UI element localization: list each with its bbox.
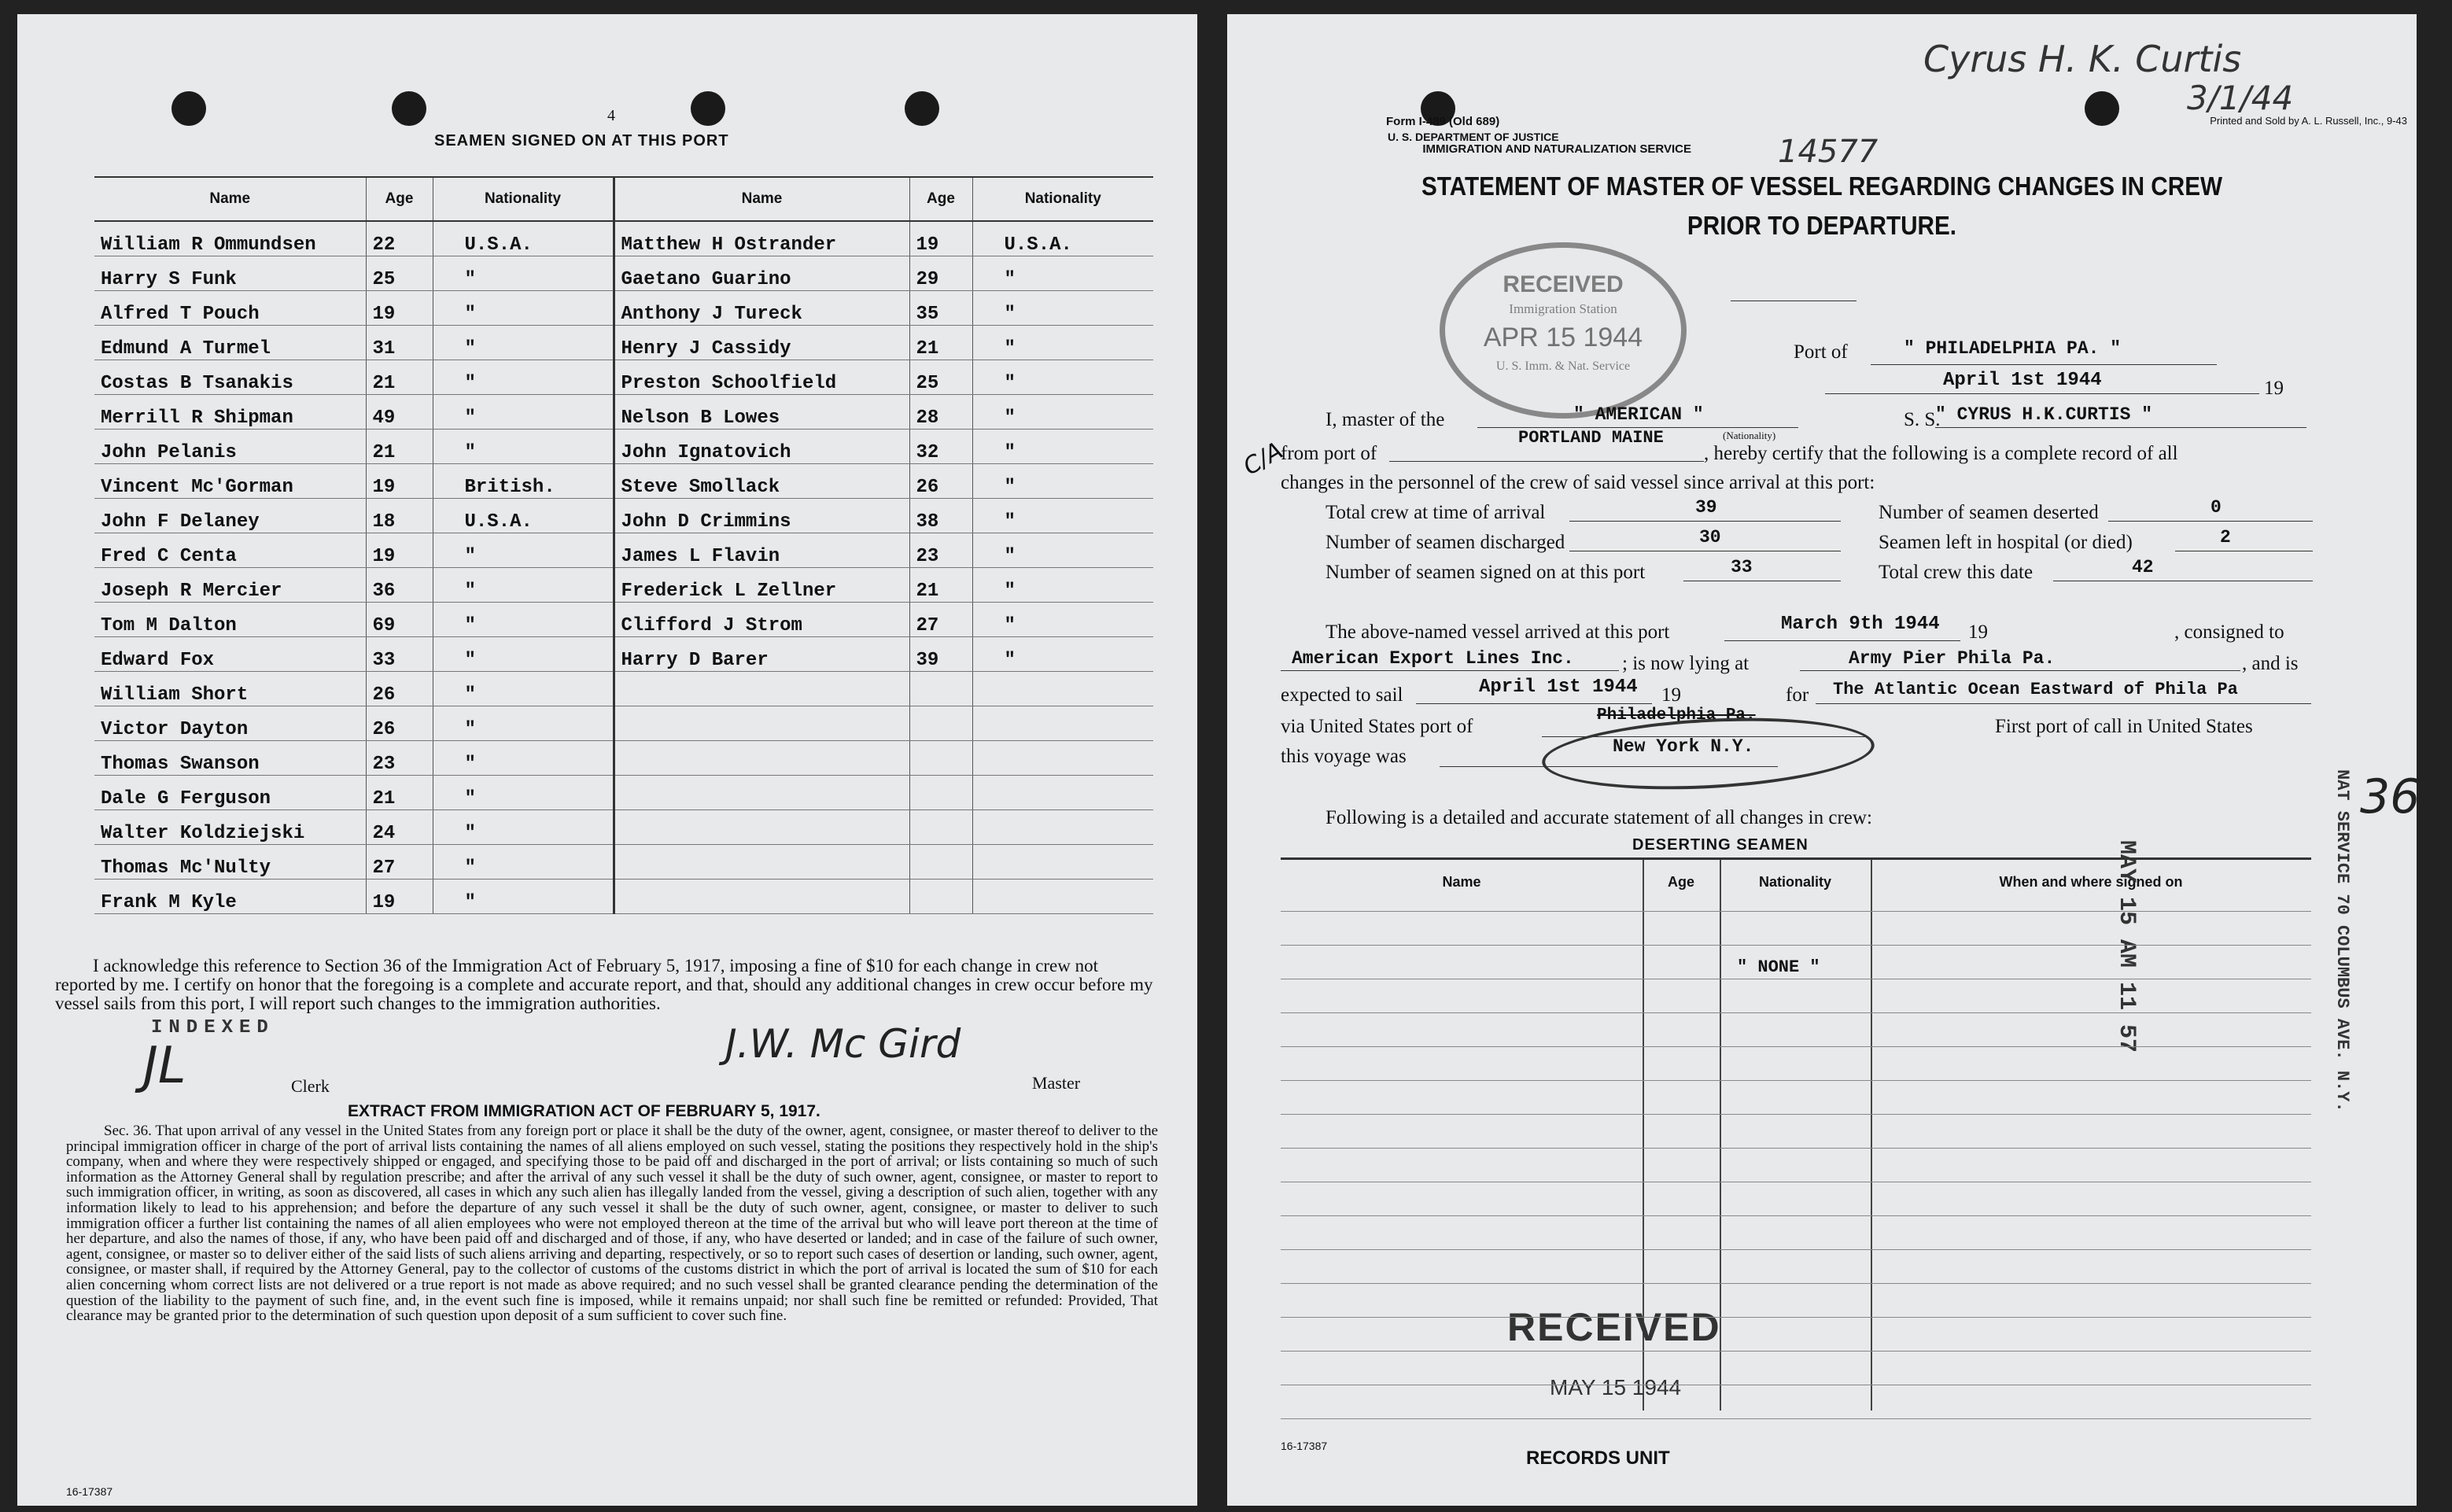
crew-name: Thomas Mc'Nulty (94, 845, 366, 880)
crew-nationality (972, 845, 1153, 880)
crew-name (614, 776, 909, 810)
received-date: MAY 15 1944 (1550, 1375, 1682, 1400)
deserted-label: Number of seamen deserted (1879, 502, 2099, 523)
crew-row (94, 464, 1153, 499)
crew-name (614, 880, 909, 914)
crew-age: 23 (366, 741, 433, 776)
master-label: Master (1032, 1073, 1081, 1093)
crew-name: Edward Fox (94, 637, 366, 672)
crew-nationality (972, 776, 1153, 810)
crew-age: 19 (366, 880, 433, 914)
records-unit: RECORDS UNIT (1526, 1447, 1670, 1469)
crew-name: James L Flavin (614, 533, 909, 568)
ss-value: " CYRUS H.K.CURTIS " (1935, 404, 2153, 425)
hospital-label: Seamen left in hospital (or died) (1879, 532, 2133, 553)
crew-age: 32 (909, 430, 972, 464)
crew-nationality: " (433, 568, 614, 603)
hospital-value: 2 (2220, 527, 2231, 548)
crew-nationality: " (972, 360, 1153, 395)
ruled-line (1281, 1351, 2311, 1352)
crew-age: 23 (909, 533, 972, 568)
crew-name: John F Delaney (94, 499, 366, 533)
crew-nationality: U.S.A. (972, 221, 1153, 256)
header-nationality: Nationality (972, 177, 1153, 221)
extract-title: EXTRACT FROM IMMIGRATION ACT OF FEBRUARY 5, 1917. (348, 1102, 820, 1120)
margin-mark: C/A (1238, 437, 1288, 481)
crew-age: 69 (366, 603, 433, 637)
crew-row (94, 845, 1153, 880)
crew-name: Fred C Centa (94, 533, 366, 568)
crew-name: Frederick L Zellner (614, 568, 909, 603)
crew-nationality: " (433, 776, 614, 810)
header-age: Age (909, 177, 972, 221)
header-name: Name (94, 177, 366, 221)
crew-age: 24 (366, 810, 433, 845)
crew-name: John Pelanis (94, 430, 366, 464)
crew-nationality: " (433, 845, 614, 880)
crew-name: Henry J Cassidy (614, 326, 909, 360)
crew-age: 21 (366, 430, 433, 464)
crew-name: Walter Koldziejski (94, 810, 366, 845)
crew-nationality: " (972, 326, 1153, 360)
crew-nationality: British. (433, 464, 614, 499)
following-text: Following is a detailed and accurate statement of all changes in crew: (1326, 807, 1872, 828)
header-nationality: Nationality (433, 177, 614, 221)
crew-row (94, 810, 1153, 845)
from-port-value: PORTLAND MAINE (1518, 428, 1664, 448)
crew-age: 18 (366, 499, 433, 533)
crew-nationality: " (972, 603, 1153, 637)
crew-row (94, 533, 1153, 568)
handwritten-number: 14577 (1778, 134, 1879, 170)
crew-age: 21 (909, 568, 972, 603)
desert-entry-none: " NONE " (1737, 957, 1820, 977)
crew-nationality: " (972, 637, 1153, 672)
ruled-line (1281, 945, 2311, 946)
ruled-line (1281, 1012, 2311, 1013)
crew-name: Dale G Ferguson (94, 776, 366, 810)
master-of-the-label: I, master of the (1326, 409, 1445, 430)
crew-nationality: " (972, 568, 1153, 603)
ruled-line (1281, 1215, 2311, 1216)
crew-age (909, 672, 972, 706)
crew-name: Harry D Barer (614, 637, 909, 672)
crew-age: 26 (909, 464, 972, 499)
crew-row (94, 637, 1153, 672)
crew-nationality: " (433, 326, 614, 360)
crew-name: Gaetano Guarino (614, 256, 909, 291)
desert-header-when: When and where signed on (1999, 874, 2183, 890)
crew-nationality: " (972, 430, 1153, 464)
ss-label: S. S. (1904, 409, 1941, 430)
expected-value: April 1st 1944 (1479, 677, 1638, 698)
desert-header-name: Name (1442, 874, 1481, 890)
crew-name: Vincent Mc'Gorman (94, 464, 366, 499)
handwritten-date-note: 3/1/44 (2187, 79, 2294, 117)
lying-label: ; is now lying at (1622, 653, 1750, 674)
crew-name: Steve Smollack (614, 464, 909, 499)
crew-nationality: " (433, 360, 614, 395)
crew-age: 38 (909, 499, 972, 533)
crew-nationality (972, 706, 1153, 741)
punch-hole (171, 91, 206, 126)
crew-name: Frank M Kyle (94, 880, 366, 914)
consigned-label: , consigned to (2174, 621, 2284, 643)
crew-age: 19 (366, 533, 433, 568)
clerk-label: Clerk (291, 1076, 330, 1096)
and-is-label: , and is (2242, 653, 2299, 674)
crew-row (94, 499, 1153, 533)
crew-row (94, 741, 1153, 776)
form-code: 16-17387 (66, 1485, 113, 1498)
crew-age (909, 880, 972, 914)
first-port-label: First port of call in United States (1995, 716, 2253, 737)
year-suffix-3: 19 (1661, 684, 1681, 706)
header-name: Name (614, 177, 909, 221)
crew-age: 26 (366, 672, 433, 706)
expected-label: expected to sail (1281, 684, 1403, 706)
discharged-label: Number of seamen discharged (1326, 532, 1565, 553)
crew-nationality: " (972, 256, 1153, 291)
for-label: for (1786, 684, 1809, 706)
crew-age: 27 (909, 603, 972, 637)
port-value: " PHILADELPHIA PA. " (1904, 338, 2122, 359)
crew-age: 25 (909, 360, 972, 395)
crew-nationality: " (433, 637, 614, 672)
crew-name: William Short (94, 672, 366, 706)
signed-on-label: Number of seamen signed on at this port (1326, 562, 1646, 583)
file-note: 36A (2360, 769, 2452, 824)
crew-name: Edmund A Turmel (94, 326, 366, 360)
seamen-signed-title: SEAMEN SIGNED ON AT THIS PORT (434, 132, 729, 149)
arrived-label: The above-named vessel arrived at this port (1326, 621, 1670, 643)
side-service-stamp: NAT SERVICE 70 COLUMBUS AVE. N.Y. (2332, 769, 2352, 1112)
crew-row (94, 360, 1153, 395)
crew-nationality: " (433, 256, 614, 291)
deserting-title: DESERTING SEAMEN (1632, 836, 1809, 854)
crew-age: 31 (366, 326, 433, 360)
crew-nationality: " (433, 880, 614, 914)
crew-nationality: " (972, 499, 1153, 533)
crew-name (614, 810, 909, 845)
form-code-right: 16-17387 (1281, 1440, 1328, 1452)
signed-on-value: 33 (1731, 557, 1753, 577)
department: U. S. DEPARTMENT OF JUSTICE (1388, 131, 1559, 143)
form-number: Form I-489 (Old 689) (1386, 115, 1500, 128)
crew-row (94, 568, 1153, 603)
via-value-struck: Philadelphia Pa. (1597, 706, 1756, 725)
master-signature: J.W. Mc Gird (725, 1021, 961, 1067)
consignee-value: American Export Lines Inc. (1292, 648, 1574, 669)
crew-name: Clifford J Strom (614, 603, 909, 637)
printer-line: Printed and Sold by A. L. Russell, Inc., 9-43 (2210, 115, 2407, 127)
total-arrival-value: 39 (1695, 497, 1717, 518)
crew-age: 39 (909, 637, 972, 672)
crew-nationality: " (433, 291, 614, 326)
crew-age: 19 (909, 221, 972, 256)
nationality-value: " AMERICAN " (1573, 404, 1704, 425)
crew-name (614, 741, 909, 776)
side-date-stamp: MAY 15 AM 11 57 (2113, 840, 2140, 1053)
year-suffix: 19 (2264, 378, 2284, 399)
crew-name (614, 672, 909, 706)
nationality-hint: (Nationality) (1723, 430, 1776, 441)
crew-row (94, 326, 1153, 360)
crew-row (94, 672, 1153, 706)
crew-name: Joseph R Mercier (94, 568, 366, 603)
crew-name: Anthony J Tureck (614, 291, 909, 326)
desert-header-age: Age (1667, 874, 1694, 890)
crew-age (909, 845, 972, 880)
left-page (17, 14, 1197, 1506)
lying-value: Army Pier Phila Pa. (1849, 648, 2056, 669)
crew-age: 25 (366, 256, 433, 291)
crew-nationality: " (433, 672, 614, 706)
crew-age (909, 706, 972, 741)
handwritten-vessel-note: Cyrus H. K. Curtis (1923, 38, 2242, 80)
received-stamp: RECEIVED (1507, 1305, 1721, 1349)
received-round-stamp: RECEIVED Immigration Station APR 15 1944 U. S. Imm. & Nat. Service (1440, 242, 1687, 419)
crew-name: Thomas Swanson (94, 741, 366, 776)
right-page (1227, 14, 2452, 1506)
crew-name: Harry S Funk (94, 256, 366, 291)
crew-name: John D Crimmins (614, 499, 909, 533)
circled-port-mark (1540, 710, 1876, 797)
crew-row (94, 603, 1153, 637)
crew-name: Victor Dayton (94, 706, 366, 741)
crew-age: 22 (366, 221, 433, 256)
crew-name: Preston Schoolfield (614, 360, 909, 395)
ruled-line (1281, 1283, 2311, 1284)
page-number: 4 (607, 107, 615, 124)
header-age: Age (366, 177, 433, 221)
crew-row (94, 221, 1153, 256)
crew-nationality: " (972, 464, 1153, 499)
ruled-line (1281, 1080, 2311, 1081)
crew-row (94, 395, 1153, 430)
ruled-line (1281, 1317, 2311, 1318)
ruled-line (1281, 911, 2311, 912)
crew-name: William R Ommundsen (94, 221, 366, 256)
crew-age: 36 (366, 568, 433, 603)
crew-age: 33 (366, 637, 433, 672)
acknowledgement-text: I acknowledge this reference to Section 36 of the Immigration Act of February 5, 1917, imposing a fine of $10 for each change in crew not reported by me. I certify on honor that the foregoing is a complete and accurate report, and that, should any additional changes in crew occur before my vessel sails from this port, I will report such changes to the immigration authorities. (55, 956, 1153, 1013)
ruled-line (1281, 1114, 2311, 1115)
arrived-value: March 9th 1944 (1781, 614, 1940, 635)
deserted-value: 0 (2210, 497, 2222, 518)
crew-row (94, 291, 1153, 326)
crew-name: Merrill R Shipman (94, 395, 366, 430)
form-title-2: PRIOR TO DEPARTURE. (1687, 211, 1957, 240)
crew-age: 29 (909, 256, 972, 291)
crew-name: Costas B Tsanakis (94, 360, 366, 395)
crew-nationality: " (433, 395, 614, 430)
crew-age (909, 741, 972, 776)
indexed-stamp: INDEXED (151, 1017, 275, 1038)
crew-age (909, 776, 972, 810)
crew-nationality: " (433, 706, 614, 741)
crew-name: Matthew H Ostrander (614, 221, 909, 256)
crew-row (94, 880, 1153, 914)
crew-nationality: U.S.A. (433, 499, 614, 533)
crew-name: John Ignatovich (614, 430, 909, 464)
crew-age: 21 (366, 776, 433, 810)
via-label: via United States port of (1281, 716, 1473, 737)
ruled-line (1281, 1249, 2311, 1250)
form-title: STATEMENT OF MASTER OF VESSEL REGARDING CHANGES IN CREW (1421, 171, 2223, 201)
punch-hole (691, 91, 725, 126)
crew-row (94, 256, 1153, 291)
clerk-initials-signature: JL (143, 1037, 186, 1095)
voyage-label: this voyage was (1281, 746, 1407, 767)
crew-row (94, 776, 1153, 810)
punch-hole (905, 91, 939, 126)
port-label: Port of (1794, 341, 1848, 363)
crew-nationality: " (972, 395, 1153, 430)
crew-row (94, 706, 1153, 741)
total-date-label: Total crew this date (1879, 562, 2034, 583)
crew-nationality (972, 810, 1153, 845)
crew-name: Tom M Dalton (94, 603, 366, 637)
crew-nationality: " (433, 603, 614, 637)
crew-nationality (972, 741, 1153, 776)
crew-age: 49 (366, 395, 433, 430)
ruled-line (1281, 1418, 2311, 1419)
date-value: April 1st 1944 (1943, 370, 2102, 391)
service: IMMIGRATION AND NATURALIZATION SERVICE (1422, 142, 1691, 156)
crew-age: 35 (909, 291, 972, 326)
crew-nationality (972, 880, 1153, 914)
crew-nationality: " (433, 533, 614, 568)
crew-age (909, 810, 972, 845)
crew-nationality: " (433, 741, 614, 776)
crew-age: 19 (366, 291, 433, 326)
crew-nationality: " (433, 810, 614, 845)
crew-age: 26 (366, 706, 433, 741)
crew-nationality (972, 672, 1153, 706)
changes-text: changes in the personnel of the crew of said vessel since arrival at this port: (1281, 472, 1875, 493)
crew-nationality: " (433, 430, 614, 464)
certify-text: , hereby certify that the following is a complete record of all (1704, 443, 2178, 464)
crew-age: 19 (366, 464, 433, 499)
ruled-line (1281, 1148, 2311, 1149)
deserting-table (1281, 857, 2311, 1411)
crew-nationality: U.S.A. (433, 221, 614, 256)
crew-age: 21 (909, 326, 972, 360)
year-suffix-2: 19 (1968, 621, 1988, 643)
crew-name: Nelson B Lowes (614, 395, 909, 430)
crew-age: 21 (366, 360, 433, 395)
total-arrival-label: Total crew at time of arrival (1326, 502, 1546, 523)
from-port-label: from port of (1281, 443, 1377, 464)
crew-name: Alfred T Pouch (94, 291, 366, 326)
desert-header-nationality: Nationality (1758, 874, 1831, 890)
crew-name (614, 845, 909, 880)
crew-age: 28 (909, 395, 972, 430)
crew-nationality: " (972, 291, 1153, 326)
crew-age: 27 (366, 845, 433, 880)
discharged-value: 30 (1699, 527, 1721, 548)
crew-name (614, 706, 909, 741)
crew-nationality: " (972, 533, 1153, 568)
crew-row (94, 430, 1153, 464)
for-value: The Atlantic Ocean Eastward of Phila Pa (1833, 680, 2238, 699)
voyage-value: New York N.Y. (1613, 736, 1754, 757)
punch-hole (392, 91, 426, 126)
seamen-signed-table (94, 176, 1153, 914)
extract-text: Sec. 36. That upon arrival of any vessel in the United States from any foreign port or place it shall be the duty of the owner, agent, consignee, or master thereof to deliver to the principal immigration officer in charge of the port of arrival lists containing the names of all aliens employed on such vessel, stating the positions they respectively hold in the ship's company, when and where they were respectively shipped or engaged, and specifying those to be paid off and discharged in the port of arrival; or lists containing so much of such information as the Attorney General shall by regulation prescribe; and after the arrival of any such vessel it shall be the duty of such owner, agent, consignee, or master to report to such immigration officer, in writing, as soon as discovered, all cases in which any such alien has illegally landed from the vessel, giving a description of such alien, together with any information likely to lead to his apprehension; and before the departure of any such vessel it shall be the duty of such owner, agent, consignee, or master to deliver to such immigration officer a further list containing the names of all alien employees who were not employed thereon at the time of the arrival but who will leave port thereon at the time of her departure, and also the names of those, if any, who have been paid off and discharged and of those, if any, who have deserted or landed; and in case of the failure of such owner, agent, consignee, or master so to deliver either of the said lists of such aliens arriving and departing, respectively, or so to report such cases of desertion or landing, such owner, agent, consignee, or master shall, if required by the Attorney General, pay to the collector of customs of the customs district in which the port of arrival is located the sum of $10 for each alien concerning whom correct lists are not delivered or a true report is not made as above required; and no such vessel shall be granted clearance pending the determination of the question of the liability to the payment of such fine, and, in the event such fine is imposed, while it remains unpaid; nor shall such fine be remitted or refunded: Provided, That clearance may be granted prior to the determination of such question upon deposit of a sum sufficient to cover such fine. (66, 1123, 1158, 1325)
total-date-value: 42 (2132, 557, 2154, 577)
ruled-line (1281, 1046, 2311, 1047)
